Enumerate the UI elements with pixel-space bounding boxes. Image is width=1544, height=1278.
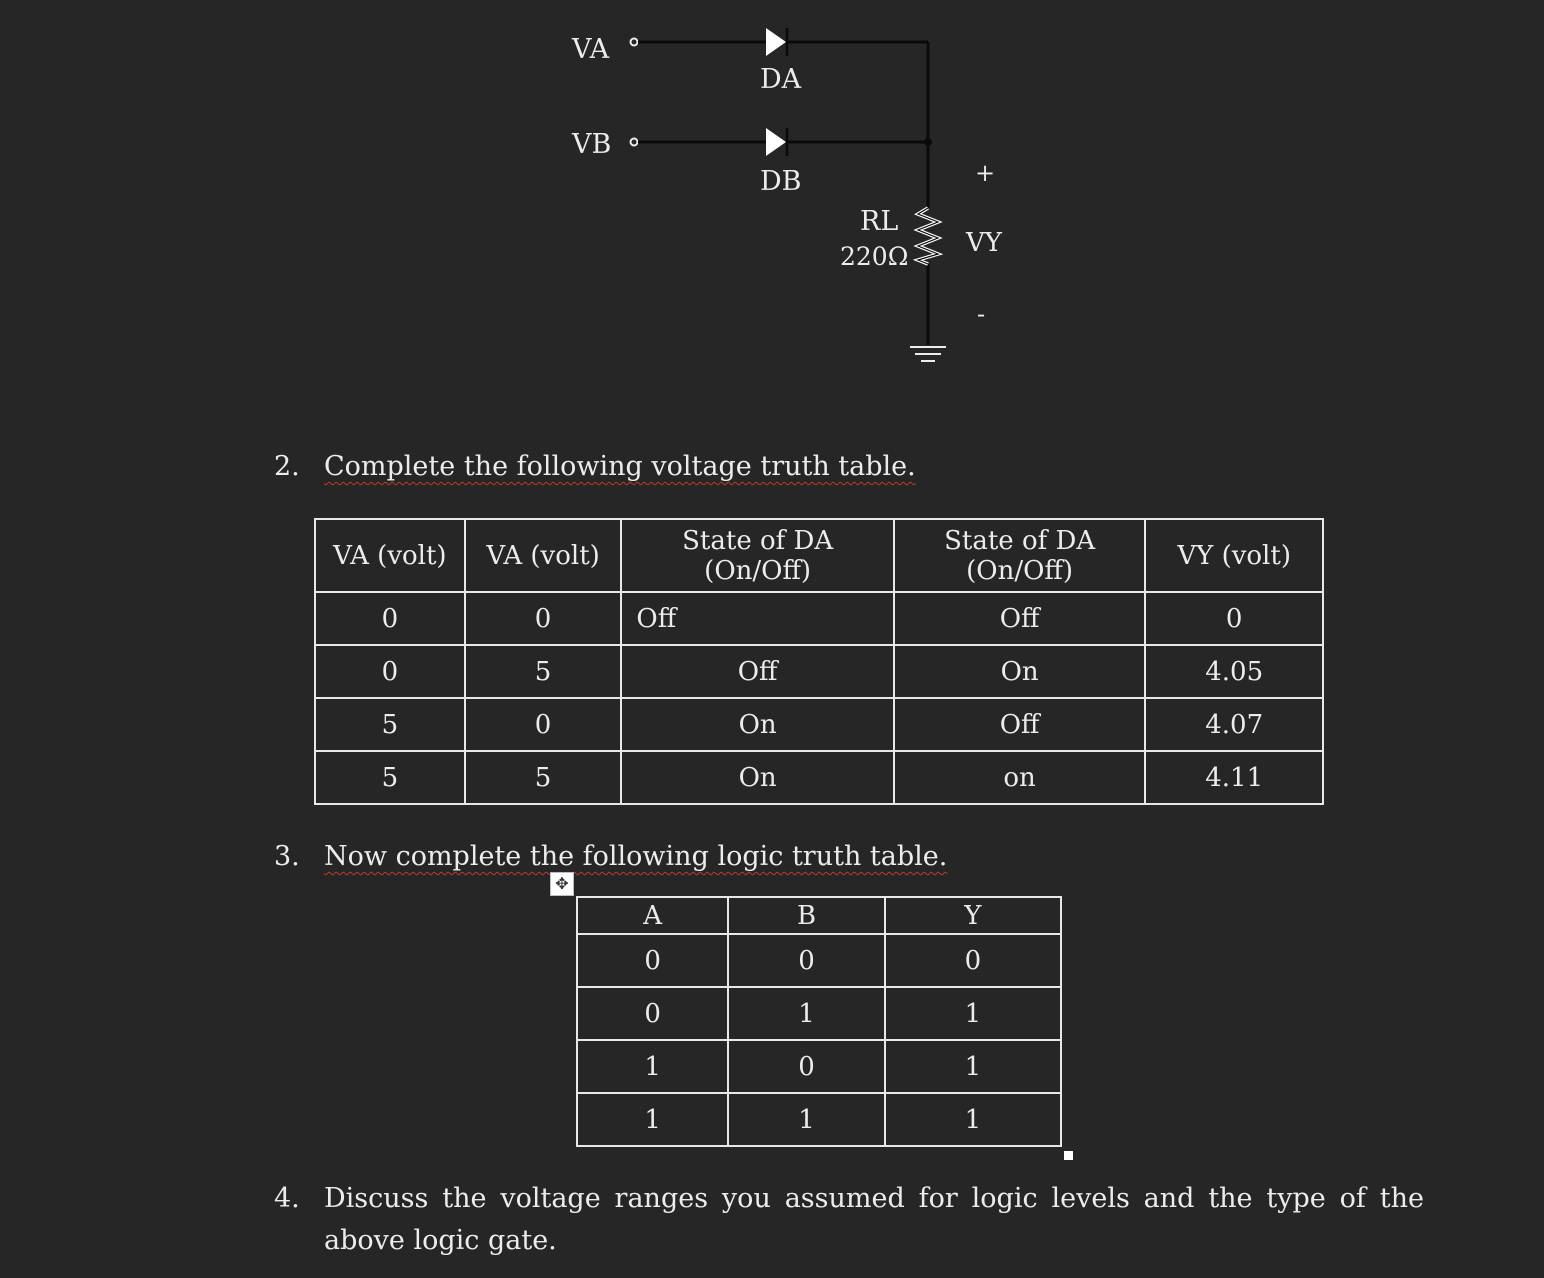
- header-va-volt: VA (volt): [315, 519, 465, 592]
- rl-label: RL: [860, 206, 899, 237]
- rl-value: 220Ω: [840, 242, 909, 271]
- cell-va: 0: [315, 645, 465, 698]
- cell-state-da[interactable]: Off: [621, 592, 893, 645]
- cell-vy[interactable]: 4.05: [1145, 645, 1323, 698]
- cell-vy[interactable]: 0: [1145, 592, 1323, 645]
- cell-va: 5: [315, 698, 465, 751]
- section-4-text: Discuss the voltage ranges you assumed for logic levels and the type of the above logic gate.: [324, 1183, 1424, 1256]
- ground-icon: [910, 347, 946, 361]
- va-terminal: [631, 39, 638, 46]
- section-3-heading: [274, 841, 947, 872]
- header-state-da-2-line1: State of DA: [944, 525, 1096, 556]
- cell-vb: 0: [465, 698, 622, 751]
- move-icon[interactable]: ✥: [550, 872, 574, 896]
- header-b: B: [728, 897, 884, 934]
- vy-plus: +: [975, 159, 996, 187]
- cell-vy[interactable]: 4.07: [1145, 698, 1323, 751]
- table-row: [577, 934, 1061, 987]
- header-vy-volt: VY (volt): [1145, 519, 1323, 592]
- va-label: VA: [572, 34, 610, 65]
- cell-state-da[interactable]: On: [621, 751, 893, 804]
- junction-dot: [924, 138, 932, 146]
- header-y: Y: [885, 897, 1061, 934]
- cell-vb: 5: [465, 751, 622, 804]
- diode-b-icon: [766, 128, 787, 156]
- table-row: [315, 592, 1323, 645]
- db-label: DB: [760, 166, 802, 197]
- cell-vb: 0: [465, 592, 622, 645]
- voltage-truth-table: [314, 518, 1324, 805]
- diode-or-circuit: [0, 0, 1544, 420]
- header-state-da-line1: State of DA: [682, 525, 834, 556]
- header-va-volt-2: VA (volt): [465, 519, 622, 592]
- cell-b: 1: [728, 987, 884, 1040]
- section-2-heading: [274, 451, 916, 482]
- section-3-number: 3.: [274, 841, 300, 872]
- cell-va: 5: [315, 751, 465, 804]
- cell-state-db[interactable]: Off: [894, 592, 1146, 645]
- cell-y[interactable]: 1: [885, 1040, 1061, 1093]
- cell-b: 0: [728, 934, 884, 987]
- table-row: [315, 698, 1323, 751]
- section-2-text: Complete the following voltage truth table.: [324, 451, 916, 482]
- vb-label: VB: [572, 129, 612, 160]
- table-row: [315, 751, 1323, 804]
- cell-a: 0: [577, 987, 728, 1040]
- header-a: A: [577, 897, 728, 934]
- cell-y[interactable]: 1: [885, 1093, 1061, 1146]
- cell-y[interactable]: 1: [885, 987, 1061, 1040]
- section-3-text: Now complete the following logic truth table.: [324, 841, 948, 872]
- resistor-icon: [918, 208, 938, 264]
- vy-label: VY: [966, 228, 1002, 258]
- cell-state-db[interactable]: on: [894, 751, 1146, 804]
- header-state-da: [621, 519, 893, 592]
- cell-b: 0: [728, 1040, 884, 1093]
- cell-a: 0: [577, 934, 728, 987]
- table-row: [577, 1040, 1061, 1093]
- cell-state-db[interactable]: Off: [894, 698, 1146, 751]
- diode-a-icon: [766, 28, 787, 56]
- cell-vb: 5: [465, 645, 622, 698]
- header-state-da-2: [894, 519, 1146, 592]
- table-resize-handle[interactable]: [1064, 1151, 1073, 1160]
- table-row: [577, 1093, 1061, 1146]
- section-4-paragraph: [274, 1178, 1424, 1262]
- cell-state-da[interactable]: Off: [621, 645, 893, 698]
- logic-truth-table: [576, 896, 1062, 1147]
- vy-minus: -: [977, 300, 986, 328]
- cell-y[interactable]: 0: [885, 934, 1061, 987]
- section-2-number: 2.: [274, 451, 300, 482]
- da-label: DA: [760, 64, 802, 95]
- cell-state-da[interactable]: On: [621, 698, 893, 751]
- cell-a: 1: [577, 1093, 728, 1146]
- cell-state-db[interactable]: On: [894, 645, 1146, 698]
- voltage-table-header-row: [315, 519, 1323, 592]
- vb-terminal: [631, 139, 638, 146]
- cell-vy[interactable]: 4.11: [1145, 751, 1323, 804]
- table-row: [577, 987, 1061, 1040]
- section-4-number: 4.: [274, 1183, 300, 1214]
- cell-a: 1: [577, 1040, 728, 1093]
- cell-b: 1: [728, 1093, 884, 1146]
- cell-va: 0: [315, 592, 465, 645]
- table-row: [315, 645, 1323, 698]
- header-state-da-line2: (On/Off): [704, 555, 812, 586]
- header-state-da-2-line2: (On/Off): [966, 555, 1074, 586]
- logic-table-header-row: [577, 897, 1061, 934]
